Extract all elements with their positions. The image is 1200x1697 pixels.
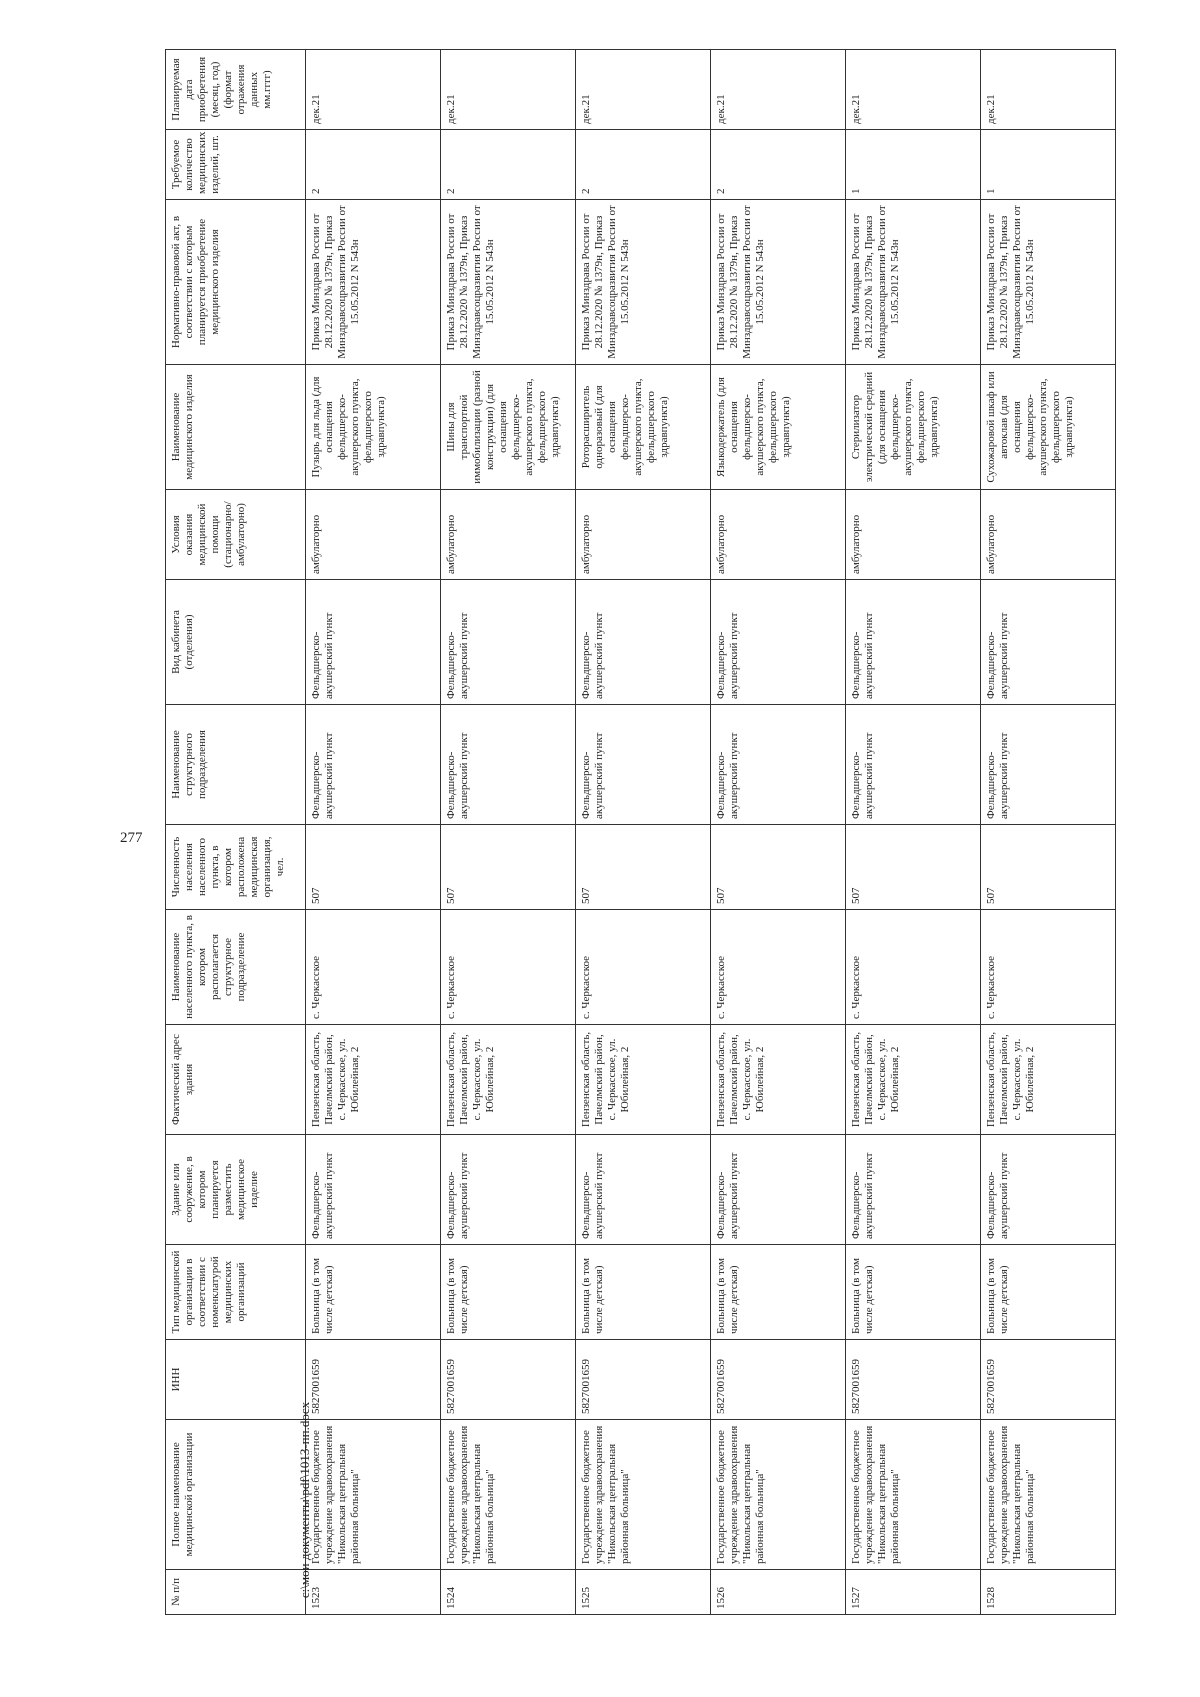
cell-inn: 5827001659 bbox=[981, 1340, 1116, 1420]
column-header: Фактический адрес здания bbox=[166, 1025, 306, 1135]
column-header: Тип медицинской организации в соответствии с номенклатурой медицинских организаций bbox=[166, 1245, 306, 1340]
cell-qty: 2 bbox=[441, 130, 576, 200]
equipment-table bbox=[165, 49, 1116, 1615]
cell-num: 1526 bbox=[711, 1570, 846, 1615]
column-header: Наименование населенного пункта, в котором располагается структурное подразделение bbox=[166, 910, 306, 1025]
column-header: Здание или сооружение, в котором планируется разместить медицинское изделие bbox=[166, 1135, 306, 1245]
column-header: Полное наименование медицинской организации bbox=[166, 1420, 306, 1570]
cell-conditions: амбулаторно bbox=[846, 490, 981, 580]
cell-org: Государственное бюджетное учреждение здравоохранения "Никольская центральная районная больница" bbox=[711, 1420, 846, 1570]
cell-org: Государственное бюджетное учреждение здравоохранения "Никольская центральная районная больница" bbox=[846, 1420, 981, 1570]
cell-act: Приказ Минздрава России от 28.12.2020 № 1379н, Приказ Минздравсоцразвития России от 15.05.2012 N 543н bbox=[441, 200, 576, 365]
table-row bbox=[576, 50, 711, 1615]
cell-org: Государственное бюджетное учреждение здравоохранения "Никольская центральная районная больница" bbox=[981, 1420, 1116, 1570]
cell-num: 1525 bbox=[576, 1570, 711, 1615]
cell-qty: 2 bbox=[306, 130, 441, 200]
cell-address: Пензенская область, Пачелмский район, с. Черкасское, ул. Юбилейная, 2 bbox=[306, 1025, 441, 1135]
header-row bbox=[166, 50, 306, 1615]
cell-building: Фельдшерско-акушерский пункт bbox=[441, 1135, 576, 1245]
cell-address: Пензенская область, Пачелмский район, с. Черкасское, ул. Юбилейная, 2 bbox=[846, 1025, 981, 1135]
cell-inn: 5827001659 bbox=[846, 1340, 981, 1420]
cell-unit: Фельдшерско-акушерский пункт bbox=[711, 705, 846, 825]
cell-unit: Фельдшерско-акушерский пункт bbox=[441, 705, 576, 825]
cell-cabinet: Фельдшерско-акушерский пункт bbox=[576, 580, 711, 705]
cell-locality: с. Черкасское bbox=[711, 910, 846, 1025]
cell-org: Государственное бюджетное учреждение здравоохранения "Никольская центральная районная больница" bbox=[306, 1420, 441, 1570]
column-header: Планируемая дата приобретения (месяц, год) (формат отражения данных мм.гггг) bbox=[166, 50, 306, 130]
cell-act: Приказ Минздрава России от 28.12.2020 № 1379н, Приказ Минздравсоцразвития России от 15.05.2012 N 543н bbox=[306, 200, 441, 365]
cell-inn: 5827001659 bbox=[306, 1340, 441, 1420]
cell-population: 507 bbox=[306, 825, 441, 910]
cell-address: Пензенская область, Пачелмский район, с. Черкасское, ул. Юбилейная, 2 bbox=[576, 1025, 711, 1135]
cell-date: дек.21 bbox=[306, 50, 441, 130]
table-row bbox=[846, 50, 981, 1615]
column-header: Требуемое количество медицинских изделий, шт. bbox=[166, 130, 306, 200]
cell-locality: с. Черкасское bbox=[441, 910, 576, 1025]
cell-device: Языкодержатель (для оснащения фельдшерско-акушерского пункта, фельдшерского здравпункта) bbox=[711, 365, 846, 490]
cell-device: Пузырь для льда (для оснащения фельдшерско-акушерского пункта, фельдшерского здравпункта) bbox=[306, 365, 441, 490]
cell-device: Шины для транспортной иммобилизации (разной конструкции) (для оснащения фельдшерско-акушерского пункта, фельдшерского здравпункта) bbox=[441, 365, 576, 490]
cell-type: Больница (в том числе детская) bbox=[846, 1245, 981, 1340]
cell-unit: Фельдшерско-акушерский пункт bbox=[981, 705, 1116, 825]
cell-locality: с. Черкасское bbox=[306, 910, 441, 1025]
table-row bbox=[711, 50, 846, 1615]
cell-population: 507 bbox=[846, 825, 981, 910]
cell-conditions: амбулаторно bbox=[306, 490, 441, 580]
column-header: ИНН bbox=[166, 1340, 306, 1420]
cell-act: Приказ Минздрава России от 28.12.2020 № 1379н, Приказ Минздравсоцразвития России от 15.05.2012 N 543н bbox=[846, 200, 981, 365]
cell-unit: Фельдшерско-акушерский пункт bbox=[846, 705, 981, 825]
equipment-table-wrapper bbox=[165, 50, 1115, 1615]
cell-date: дек.21 bbox=[441, 50, 576, 130]
cell-date: дек.21 bbox=[981, 50, 1116, 130]
cell-unit: Фельдшерско-акушерский пункт bbox=[306, 705, 441, 825]
cell-device: Сухожаровой шкаф или автоклав (для оснащения фельдшерско-акушерского пункта, фельдшерского здравпункта) bbox=[981, 365, 1116, 490]
cell-inn: 5827001659 bbox=[711, 1340, 846, 1420]
column-header: № п/п bbox=[166, 1570, 306, 1615]
cell-type: Больница (в том числе детская) bbox=[306, 1245, 441, 1340]
cell-unit: Фельдшерско-акушерский пункт bbox=[576, 705, 711, 825]
cell-num: 1527 bbox=[846, 1570, 981, 1615]
cell-type: Больница (в том числе детская) bbox=[576, 1245, 711, 1340]
cell-qty: 1 bbox=[981, 130, 1116, 200]
column-header: Вид кабинета (отделения) bbox=[166, 580, 306, 705]
cell-date: дек.21 bbox=[846, 50, 981, 130]
table-body bbox=[306, 50, 1116, 1615]
cell-locality: с. Черкасское bbox=[576, 910, 711, 1025]
cell-cabinet: Фельдшерско-акушерский пункт bbox=[846, 580, 981, 705]
cell-org: Государственное бюджетное учреждение здравоохранения "Никольская центральная районная больница" bbox=[576, 1420, 711, 1570]
cell-population: 507 bbox=[981, 825, 1116, 910]
cell-num: 1523 bbox=[306, 1570, 441, 1615]
cell-locality: с. Черкасское bbox=[846, 910, 981, 1025]
cell-cabinet: Фельдшерско-акушерский пункт bbox=[441, 580, 576, 705]
cell-act: Приказ Минздрава России от 28.12.2020 № 1379н, Приказ Минздравсоцразвития России от 15.05.2012 N 543н bbox=[981, 200, 1116, 365]
cell-act: Приказ Минздрава России от 28.12.2020 № 1379н, Приказ Минздравсоцразвития России от 15.05.2012 N 543н bbox=[576, 200, 711, 365]
cell-cabinet: Фельдшерско-акушерский пункт bbox=[981, 580, 1116, 705]
cell-population: 507 bbox=[576, 825, 711, 910]
cell-conditions: амбулаторно bbox=[441, 490, 576, 580]
cell-building: Фельдшерско-акушерский пункт bbox=[306, 1135, 441, 1245]
table-row bbox=[981, 50, 1116, 1615]
cell-inn: 5827001659 bbox=[576, 1340, 711, 1420]
cell-qty: 2 bbox=[711, 130, 846, 200]
table-header bbox=[166, 50, 306, 1615]
cell-conditions: амбулаторно bbox=[576, 490, 711, 580]
cell-population: 507 bbox=[441, 825, 576, 910]
table-row bbox=[441, 50, 576, 1615]
cell-act: Приказ Минздрава России от 28.12.2020 № 1379н, Приказ Минздравсоцразвития России от 15.05.2012 N 543н bbox=[711, 200, 846, 365]
cell-qty: 1 bbox=[846, 130, 981, 200]
cell-type: Больница (в том числе детская) bbox=[441, 1245, 576, 1340]
cell-num: 1524 bbox=[441, 1570, 576, 1615]
column-header: Наименование медицинского изделия bbox=[166, 365, 306, 490]
cell-date: дек.21 bbox=[711, 50, 846, 130]
cell-qty: 2 bbox=[576, 130, 711, 200]
footer-file-path: c:\мои документы\pdf\1013-пп.docx bbox=[297, 1401, 312, 1599]
cell-address: Пензенская область, Пачелмский район, с. Черкасское, ул. Юбилейная, 2 bbox=[981, 1025, 1116, 1135]
cell-org: Государственное бюджетное учреждение здравоохранения "Никольская центральная районная больница" bbox=[441, 1420, 576, 1570]
column-header: Численность населения населенного пункта, в котором расположена медицинская организация, чел. bbox=[166, 825, 306, 910]
cell-type: Больница (в том числе детская) bbox=[981, 1245, 1116, 1340]
page-number: 277 bbox=[120, 830, 143, 846]
column-header: Наименование структурного подразделения bbox=[166, 705, 306, 825]
table-row bbox=[306, 50, 441, 1615]
cell-inn: 5827001659 bbox=[441, 1340, 576, 1420]
cell-building: Фельдшерско-акушерский пункт bbox=[846, 1135, 981, 1245]
cell-conditions: амбулаторно bbox=[981, 490, 1116, 580]
cell-address: Пензенская область, Пачелмский район, с. Черкасское, ул. Юбилейная, 2 bbox=[441, 1025, 576, 1135]
cell-num: 1528 bbox=[981, 1570, 1116, 1615]
column-header: Условия оказания медицинской помощи (стационарно/ амбулаторно) bbox=[166, 490, 306, 580]
cell-date: дек.21 bbox=[576, 50, 711, 130]
cell-building: Фельдшерско-акушерский пункт bbox=[711, 1135, 846, 1245]
cell-locality: с. Черкасское bbox=[981, 910, 1116, 1025]
cell-building: Фельдшерско-акушерский пункт bbox=[981, 1135, 1116, 1245]
cell-address: Пензенская область, Пачелмский район, с. Черкасское, ул. Юбилейная, 2 bbox=[711, 1025, 846, 1135]
cell-type: Больница (в том числе детская) bbox=[711, 1245, 846, 1340]
cell-cabinet: Фельдшерско-акушерский пункт bbox=[711, 580, 846, 705]
cell-conditions: амбулаторно bbox=[711, 490, 846, 580]
cell-cabinet: Фельдшерско-акушерский пункт bbox=[306, 580, 441, 705]
column-header: Нормативно-правовой акт, в соответствии с которым планируется приобретение медицинского изделия bbox=[166, 200, 306, 365]
cell-population: 507 bbox=[711, 825, 846, 910]
cell-device: Стерилизатор электрический средний (для оснащения фельдшерско-акушерского пункта, фельдшерского здравпункта) bbox=[846, 365, 981, 490]
cell-building: Фельдшерско-акушерский пункт bbox=[576, 1135, 711, 1245]
cell-device: Роторасширитель одноразовый (для оснащения фельдшерско-акушерского пункта, фельдшерского здравпункта) bbox=[576, 365, 711, 490]
